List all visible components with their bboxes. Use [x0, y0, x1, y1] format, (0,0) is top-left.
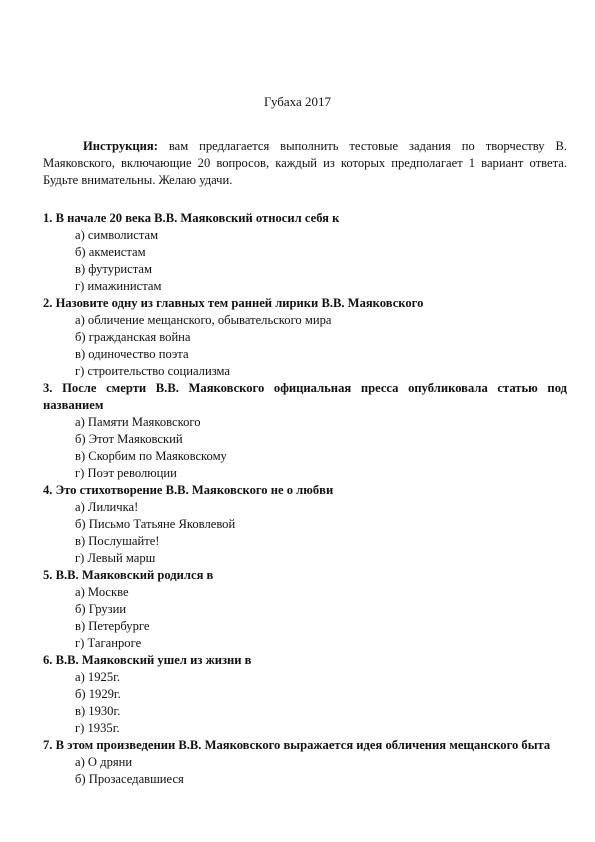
- question-text: 7. В этом произведении В.В. Маяковского выражается идея обличения мещанского быта: [43, 738, 551, 752]
- question-2: [43, 295, 567, 380]
- answer-option: б) 1929г.: [75, 687, 121, 701]
- answer-option: в) Послушайте!: [75, 534, 160, 548]
- answer-option: б) Грузии: [75, 602, 127, 616]
- question-5: [43, 567, 567, 652]
- question-text: 1. В начале 20 века В.В. Маяковский относил себя к: [43, 211, 340, 225]
- answer-option: г) строительство социализма: [75, 364, 230, 378]
- answer-list: [43, 669, 567, 737]
- answer-option: в) Скорбим по Маяковскому: [75, 449, 227, 463]
- answer-list: [43, 227, 567, 295]
- answer-option: а) символистам: [75, 228, 159, 242]
- answer-list: [43, 312, 567, 380]
- question-text: 2. Назовите одну из главных тем ранней лирики В.В. Маяковского: [43, 296, 424, 310]
- answer-option: в) одиночество поэта: [75, 347, 189, 361]
- question-7: [43, 737, 567, 788]
- answer-option: б) Письмо Татьяне Яковлевой: [75, 517, 236, 531]
- question-6: [43, 652, 567, 737]
- answer-option: г) Поэт революции: [75, 466, 177, 480]
- answer-option: г) Левый марш: [75, 551, 156, 565]
- answer-option: г) имажинистам: [75, 279, 162, 293]
- answer-option: б) акмеистам: [75, 245, 146, 259]
- answer-list: [43, 584, 567, 652]
- question-text: 5. В.В. Маяковский родился в: [43, 568, 214, 582]
- answer-option: а) Москве: [75, 585, 129, 599]
- answer-option: б) Этот Маяковский: [75, 432, 183, 446]
- question-1: [43, 210, 567, 295]
- answer-option: г) 1935г.: [75, 721, 120, 735]
- answer-option: в) Петербурге: [75, 619, 150, 633]
- answer-option: а) О дряни: [75, 755, 133, 769]
- answer-list: [43, 414, 567, 482]
- answer-option: а) обличение мещанского, обывательского мира: [75, 313, 332, 327]
- answer-option: а) 1925г.: [75, 670, 121, 684]
- answer-list: [43, 754, 567, 788]
- instructions-paragraph: [43, 138, 567, 189]
- question-text: 3. После смерти В.В. Маяковского официальная пресса опубликовала статью под названием: [43, 381, 567, 412]
- answer-option: а) Лиличка!: [75, 500, 139, 514]
- instructions-text: вам предлагается выполнить тестовые задания по творчеству В. Маяковского, включающие 20 вопросов, каждый из которых предполагает 1 вариант ответа. Будьте внимательны. Желаю удачи.: [43, 139, 567, 187]
- instructions-label: Инструкция:: [83, 139, 158, 153]
- question-text: 4. Это стихотворение В.В. Маяковского не о любви: [43, 483, 334, 497]
- questions-list: [43, 210, 567, 788]
- answer-list: [43, 499, 567, 567]
- question-4: [43, 482, 567, 567]
- question-text: 6. В.В. Маяковский ушел из жизни в: [43, 653, 252, 667]
- answer-option: а) Памяти Маяковского: [75, 415, 201, 429]
- answer-option: б) Прозаседавшиеся: [75, 772, 184, 786]
- answer-option: г) Таганроге: [75, 636, 142, 650]
- answer-option: в) 1930г.: [75, 704, 121, 718]
- answer-option: в) футуристам: [75, 262, 152, 276]
- answer-option: б) гражданская война: [75, 330, 191, 344]
- question-3: [43, 380, 567, 482]
- document-title: Губаха 2017: [263, 94, 332, 109]
